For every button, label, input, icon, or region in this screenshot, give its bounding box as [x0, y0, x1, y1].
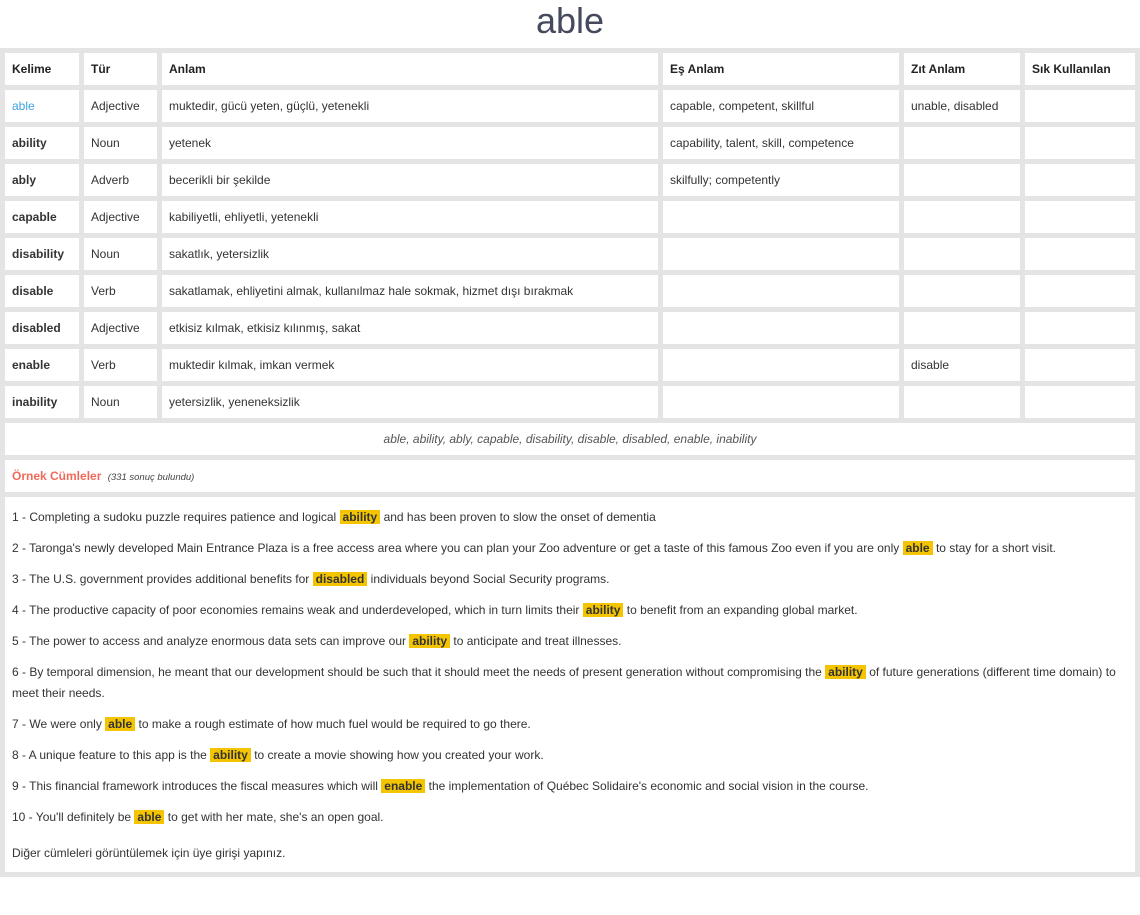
dictionary-content — [0, 48, 1140, 872]
examples-count: (331 sonuç bulundu) — [107, 472, 195, 483]
word-cell[interactable]: disable — [5, 275, 79, 307]
antonym-cell — [904, 127, 1020, 159]
type-cell: Adjective — [84, 201, 157, 233]
highlighted-word: ability — [409, 634, 450, 648]
antonym-cell: disable — [904, 349, 1020, 381]
table-row — [5, 127, 1135, 159]
example-sentence — [12, 662, 1127, 704]
synonym-cell: capability, talent, skill, competence — [663, 127, 899, 159]
highlighted-word: ability — [583, 603, 624, 617]
word-cell: able — [5, 90, 79, 122]
highlighted-word: able — [105, 717, 135, 731]
sentence-text-before: 2 - Taronga's newly developed Main Entrance Plaza is a free access area where you can plan your Zoo adventure or get a taste of this famous Zoo even if you are only — [12, 541, 900, 555]
common-cell — [1025, 201, 1135, 233]
header-type: Tür — [84, 53, 157, 85]
common-cell — [1025, 127, 1135, 159]
table-row — [5, 90, 1135, 122]
table-row — [5, 349, 1135, 381]
header-synonym: Eş Anlam — [663, 53, 899, 85]
word-family-row — [5, 423, 1135, 455]
login-link[interactable]: üye girişi — [192, 846, 241, 860]
common-cell — [1025, 275, 1135, 307]
examples-header-row — [5, 460, 1135, 492]
word-cell[interactable]: ability — [5, 127, 79, 159]
highlighted-word: able — [134, 810, 164, 824]
sentence-text-after: to create a movie showing how you created your work. — [254, 748, 544, 762]
synonym-cell — [663, 312, 899, 344]
type-cell: Noun — [84, 127, 157, 159]
table-header-row — [5, 53, 1135, 85]
table-row — [5, 275, 1135, 307]
word-cell[interactable]: enable — [5, 349, 79, 381]
common-cell — [1025, 386, 1135, 418]
example-sentence — [12, 569, 1127, 590]
example-sentence — [12, 807, 1127, 828]
sentence-text-after: to stay for a short visit. — [935, 541, 1056, 555]
sentence-text-before: 9 - This financial framework introduces the fiscal measures which will — [12, 779, 378, 793]
common-cell — [1025, 238, 1135, 270]
sentence-text-after: to anticipate and treat illnesses. — [453, 634, 622, 648]
sentence-text-after: to benefit from an expanding global market. — [626, 603, 858, 617]
login-note — [12, 846, 1127, 860]
antonym-cell — [904, 386, 1020, 418]
example-sentence — [12, 714, 1127, 735]
antonym-cell — [904, 201, 1020, 233]
login-suffix: yapınız. — [240, 846, 286, 860]
meaning-cell: sakatlamak, ehliyetini almak, kullanılmaz hale sokmak, hizmet dışı bırakmak — [162, 275, 658, 307]
meaning-cell: kabiliyetli, ehliyetli, yetenekli — [162, 201, 658, 233]
header-word: Kelime — [5, 53, 79, 85]
word-cell[interactable]: capable — [5, 201, 79, 233]
meaning-cell: etkisiz kılmak, etkisiz kılınmış, sakat — [162, 312, 658, 344]
common-cell — [1025, 90, 1135, 122]
meaning-cell: yetenek — [162, 127, 658, 159]
synonym-cell — [663, 386, 899, 418]
table-row — [5, 386, 1135, 418]
common-cell — [1025, 349, 1135, 381]
page-title: able — [535, 0, 605, 41]
example-sentence — [12, 745, 1127, 766]
common-cell — [1025, 312, 1135, 344]
example-sentences — [5, 497, 1135, 872]
header-common: Sık Kullanılan — [1025, 53, 1135, 85]
sentence-text-before: 5 - The power to access and analyze enormous data sets can improve our — [12, 634, 406, 648]
sentence-text-before: 1 - Completing a sudoku puzzle requires patience and logical — [12, 510, 337, 524]
sentence-text-after: the implementation of Québec Solidaire's economic and social vision in the course. — [428, 779, 869, 793]
synonym-cell — [663, 201, 899, 233]
sentence-text-before: 3 - The U.S. government provides additional benefits for — [12, 572, 310, 586]
meaning-cell: sakatlık, yetersizlik — [162, 238, 658, 270]
sentence-text-after: to make a rough estimate of how much fuel would be required to go there. — [138, 717, 531, 731]
word-cell[interactable]: disabled — [5, 312, 79, 344]
meaning-cell: muktedir kılmak, imkan vermek — [162, 349, 658, 381]
common-cell — [1025, 164, 1135, 196]
word-family-table — [0, 48, 1140, 497]
table-row — [5, 164, 1135, 196]
highlighted-word: enable — [381, 779, 425, 793]
antonym-cell — [904, 312, 1020, 344]
type-cell: Verb — [84, 349, 157, 381]
highlighted-word: ability — [825, 665, 866, 679]
synonym-cell: capable, competent, skillful — [663, 90, 899, 122]
type-cell: Verb — [84, 275, 157, 307]
word-cell[interactable]: disability — [5, 238, 79, 270]
meaning-cell: muktedir, gücü yeten, güçlü, yetenekli — [162, 90, 658, 122]
sentence-text-before: 6 - By temporal dimension, he meant that our development should be such that it should meet the needs of present generation without compromising the — [12, 665, 822, 679]
header-antonym: Zıt Anlam — [904, 53, 1020, 85]
antonym-cell — [904, 275, 1020, 307]
highlighted-word: disabled — [313, 572, 368, 586]
examples-title: Örnek Cümleler — [12, 469, 102, 483]
example-sentence — [12, 631, 1127, 652]
login-prefix: Diğer cümleleri görüntülemek için — [12, 846, 193, 860]
example-sentence — [12, 507, 1127, 528]
sentence-text-after: and has been proven to slow the onset of dementia — [383, 510, 656, 524]
table-row — [5, 201, 1135, 233]
antonym-cell: unable, disabled — [904, 90, 1020, 122]
word-cell[interactable]: ably — [5, 164, 79, 196]
antonym-cell — [904, 164, 1020, 196]
sentence-text-before: 10 - You'll definitely be — [12, 810, 132, 824]
example-sentence — [12, 538, 1127, 559]
header-meaning: Anlam — [162, 53, 658, 85]
synonym-cell — [663, 275, 899, 307]
sentence-text-after: of future generations (different time domain) to meet their needs. — [12, 665, 1116, 700]
meaning-cell: yetersizlik, yeneneksizlik — [162, 386, 658, 418]
sentence-text-before: 8 - A unique feature to this app is the — [12, 748, 207, 762]
type-cell: Adjective — [84, 312, 157, 344]
synonym-cell — [663, 349, 899, 381]
table-row — [5, 312, 1135, 344]
synonym-cell — [663, 238, 899, 270]
type-cell: Noun — [84, 386, 157, 418]
example-sentence — [12, 776, 1127, 797]
synonym-cell: skilfully; competently — [663, 164, 899, 196]
type-cell: Noun — [84, 238, 157, 270]
antonym-cell — [904, 238, 1020, 270]
sentence-text-before: 7 - We were only — [12, 717, 102, 731]
table-row — [5, 238, 1135, 270]
highlighted-word: able — [903, 541, 933, 555]
meaning-cell: becerikli bir şekilde — [162, 164, 658, 196]
example-sentence — [12, 600, 1127, 621]
sentence-text-after: to get with her mate, she's an open goal. — [167, 810, 384, 824]
type-cell: Adverb — [84, 164, 157, 196]
highlighted-word: ability — [340, 510, 381, 524]
highlighted-word: ability — [210, 748, 251, 762]
sentence-text-before: 4 - The productive capacity of poor economies remains weak and underdeveloped, which in turn limits their — [12, 603, 580, 617]
type-cell: Adjective — [84, 90, 157, 122]
word-family-list: able, ability, ably, capable, disability, disable, disabled, enable, inability — [5, 423, 1135, 455]
word-cell[interactable]: inability — [5, 386, 79, 418]
sentence-text-after: individuals beyond Social Security programs. — [370, 572, 610, 586]
